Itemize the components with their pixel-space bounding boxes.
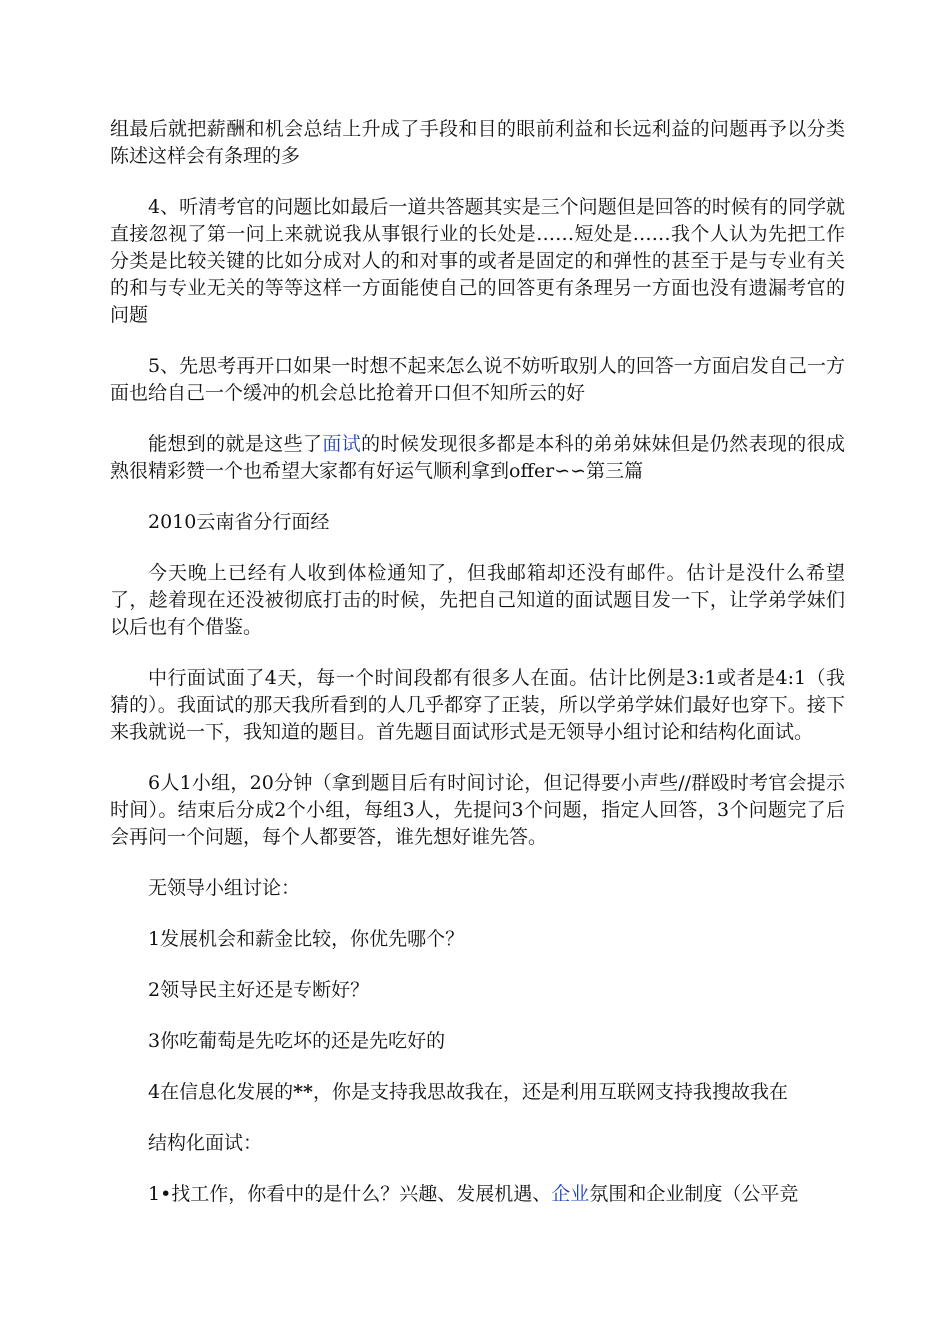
question-3: 3你吃葡萄是先吃坏的还是先吃好的 bbox=[148, 1030, 446, 1052]
structured-question-1-after: 氛围和企业制度（公平竞 bbox=[589, 1183, 799, 1205]
paragraph-closing bbox=[110, 431, 845, 485]
enterprise-link[interactable]: 企业 bbox=[551, 1183, 590, 1205]
paragraph-tip-4: 4、听清考官的问题比如最后一道共答题其实是三个问题但是回答的时候有的同学就直接忽视了第一问上来就说我从事银行业的长处是……短处是……我个人认为先把工作分类是比较关键的比如分成对人的和对事的或者是固定的和弹性的甚至于是与专业有关的和与专业无关的等等这样一方面能使自己的回答更有条理另一方面也没有遗漏考官的问题 bbox=[110, 196, 845, 326]
question-4-bold: ** bbox=[293, 1081, 313, 1103]
structured-question-1 bbox=[110, 1181, 845, 1208]
paragraph-intro: 今天晚上已经有人收到体检通知了，但我邮箱却还没有邮件。估计是没什么希望了，趁着现在还没被彻底打击的时候，先把自己知道的面试题目发一下，让学弟学妹们以后也有个借鉴。 bbox=[110, 562, 845, 638]
structured-question-1-before: 1•找工作，你看中的是什么？兴趣、发展机遇、 bbox=[148, 1183, 552, 1205]
interview-link[interactable]: 面试 bbox=[322, 433, 362, 455]
paragraph-interview-format: 中行面试面了4天，每一个时间段都有很多人在面。估计比例是3:1或者是4:1（我猜的）。我面试的那天我所看到的人几乎都穿了正装，所以学弟学妹们最好也穿下。接下来我就说一下，我知道的题目。首先题目面试形式是无领导小组讨论和结构化面试。 bbox=[110, 667, 845, 743]
closing-text-after: 的时候发现很多都是本科的弟弟妹妹但是仍然表现的很成熟很精彩赞一个也希望大家都有好运气顺利拿到offer∽∽第三篇 bbox=[110, 433, 845, 482]
document-page bbox=[110, 116, 845, 1232]
group-discussion-heading: 无领导小组讨论： bbox=[148, 877, 301, 899]
paragraph-group-rules: 6人1小组，20分钟（拿到题目后有时间讨论，但记得要小声些//群殴时考官会提示时间）。结束后分成2个小组，每组3人，先提问3个问题，指定人回答，3个问题完了后会再问一个问题，每个人都要答，谁先想好谁先答。 bbox=[110, 772, 845, 848]
question-4 bbox=[110, 1079, 845, 1106]
section-heading: 2010云南省分行面经 bbox=[148, 511, 330, 533]
paragraph-summary: 组最后就把薪酬和机会总结上升成了手段和目的眼前利益和长远利益的问题再予以分类陈述这样会有条理的多 bbox=[110, 118, 845, 167]
question-2: 2领导民主好还是专断好？ bbox=[148, 979, 370, 1001]
paragraph-tip-5: 5、先思考再开口如果一时想不起来怎么说不妨听取别人的回答一方面启发自己一方面也给自己一个缓冲的机会总比抢着开口但不知所云的好 bbox=[110, 355, 845, 404]
closing-text-before: 能想到的就是这些了 bbox=[148, 433, 323, 455]
question-1: 1发展机会和薪金比较，你优先哪个？ bbox=[148, 928, 465, 950]
structured-interview-heading: 结构化面试： bbox=[148, 1132, 263, 1154]
question-4-before: 4在信息化发展的 bbox=[148, 1081, 294, 1103]
question-4-after: ，你是支持我思故我在，还是利用互联网支持我搜故我在 bbox=[312, 1081, 788, 1103]
